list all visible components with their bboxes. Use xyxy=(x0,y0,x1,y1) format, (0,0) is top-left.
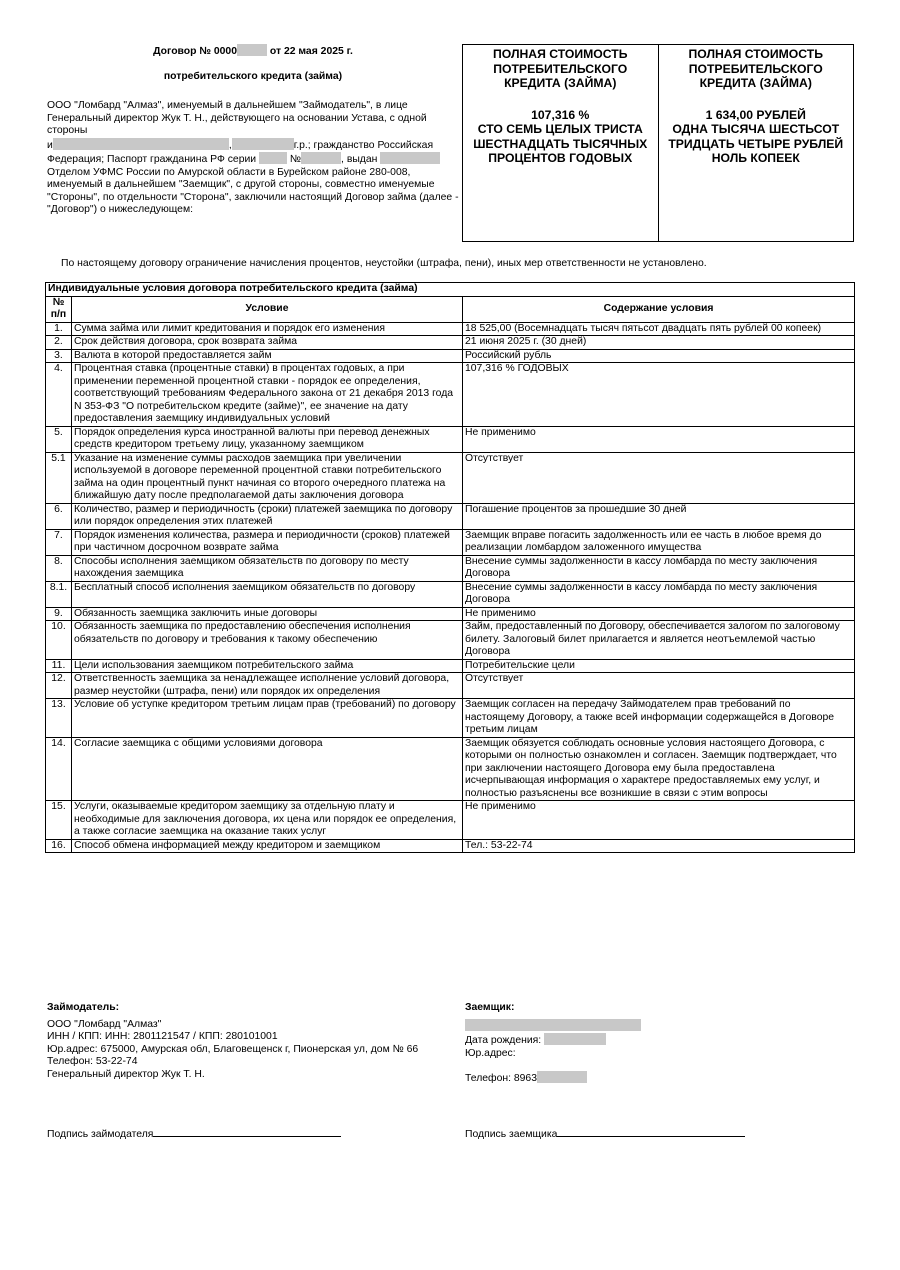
table-row xyxy=(46,801,855,840)
table-row xyxy=(46,839,855,853)
row-condition: Сумма займа или лимит кредитования и порядок его изменения xyxy=(72,322,463,336)
cost-box-amount xyxy=(658,45,854,241)
borrower-phone-line xyxy=(465,1071,855,1086)
credit-cost-boxes xyxy=(462,44,854,242)
cost-box-percent xyxy=(463,45,658,241)
preamble-rest: Отделом УФМС России по Амурской области в Бурейском районе 280-008, именуемый в дальнейшем "Заемщик", с другой стороны, совместно именуемые "Стороны", по отдельности "Сторона", заключили настоящий Договор займа (далее - "Договор") о нижеследующем: xyxy=(47,166,459,215)
row-content: Заемщик вправе погасить задолженность или ее часть в любое время до реализации ломбардом заложенного имущества xyxy=(463,529,855,555)
table-row xyxy=(46,607,855,621)
row-number: 15. xyxy=(46,801,72,840)
lender-name: ООО "Ломбард "Алмаз" xyxy=(47,1018,162,1030)
table-row xyxy=(46,452,855,503)
cost-box-words: ОДНА ТЫСЯЧА ШЕСТЬСОТ ТРИДЦАТЬ ЧЕТЫРЕ РУБЛЕЙ НОЛЬ КОПЕЕК xyxy=(668,122,844,165)
row-condition: Способы исполнения заемщиком обязательств по договору по месту нахождения заемщика xyxy=(72,555,463,581)
row-number: 1. xyxy=(46,322,72,336)
cost-box-title: ПОЛНАЯ СТОИМОСТЬ ПОТРЕБИТЕЛЬСКОГО КРЕДИТА (ЗАЙМА) xyxy=(688,47,823,90)
contract-subtitle: потребительского кредита (займа) xyxy=(163,70,343,82)
preamble xyxy=(47,100,459,217)
table-row xyxy=(46,581,855,607)
row-condition: Цели использования заемщиком потребительского займа xyxy=(72,659,463,673)
contract-header xyxy=(47,44,459,217)
borrower-name-line xyxy=(465,1019,855,1034)
column-header-condition: Условие xyxy=(72,296,463,322)
row-content: Отсутствует xyxy=(463,673,855,699)
lender-details xyxy=(47,1002,457,1081)
row-content: Не применимо xyxy=(463,607,855,621)
table-row xyxy=(46,555,855,581)
redacted-birth-date xyxy=(544,1033,606,1045)
row-condition: Бесплатный способ исполнения заемщиком обязательств по договору xyxy=(72,581,463,607)
row-content: Тел.: 53-22-74 xyxy=(463,839,855,853)
row-content: Погашение процентов за прошедшие 30 дней xyxy=(463,503,855,529)
table-row xyxy=(46,503,855,529)
table-row xyxy=(46,529,855,555)
lender-address: Юр.адрес: 675000, Амурская обл, Благовещенск г, Пионерская ул, дом № 66 xyxy=(47,1043,419,1055)
conditions-body xyxy=(46,322,855,853)
row-content: Займ, предоставленный по Договору, обеспечивается залогом по залоговому билету. Залоговый билет прилагается и является неотъемлемой частью Договора xyxy=(463,621,855,660)
row-content: 107,316 % ГОДОВЫХ xyxy=(463,363,855,427)
row-condition: Условие об уступке кредитором третьим лицам прав (требований) по договору xyxy=(72,699,463,738)
lender-inn: ИНН / КПП: ИНН: 2801121547 / КПП: 280101001 xyxy=(47,1031,278,1042)
cost-box-value: 107,316 % xyxy=(531,107,590,122)
preamble-number-sign: № xyxy=(289,154,302,165)
table-row xyxy=(46,322,855,336)
preamble-issued: , выдан xyxy=(341,154,378,165)
row-number: 12. xyxy=(46,673,72,699)
row-condition: Услуги, оказываемые кредитором заемщику за отдельную плату и необходимые для заключения договора, их цена или порядок ее определения, а также согласие заемщика на оказание таких услуг xyxy=(72,801,463,840)
redacted-borrower-name xyxy=(53,138,229,150)
lender-sign-label: Подпись займодателя xyxy=(47,1129,154,1140)
row-content: Заемщик согласен на передачу Займодателем прав требований по настоящему Договору, а также всей информации содержащейся в Договоре третьим лицам xyxy=(463,699,855,738)
row-number: 2. xyxy=(46,336,72,350)
table-row xyxy=(46,363,855,427)
redacted-issue-date xyxy=(380,152,440,164)
row-condition: Обязанность заемщика по предоставлению обеспечения исполнения обязательств по договору и требования к такому обеспечению xyxy=(72,621,463,660)
lender-title: Займодатель: xyxy=(47,1002,120,1013)
table-row xyxy=(46,659,855,673)
redacted-passport-number xyxy=(301,152,341,164)
borrower-birth-line xyxy=(465,1033,855,1048)
row-condition: Обязанность заемщика заключить иные договоры xyxy=(72,607,463,621)
redacted-contract-number xyxy=(237,44,267,56)
row-condition: Количество, размер и периодичность (сроки) платежей заемщика по договору или порядок определения этих платежей xyxy=(72,503,463,529)
row-number: 7. xyxy=(46,529,72,555)
row-number: 3. xyxy=(46,349,72,363)
row-content: 21 июня 2025 г. (30 дней) xyxy=(463,336,855,350)
row-number: 11. xyxy=(46,659,72,673)
lender-signature-line xyxy=(47,1126,341,1142)
row-number: 8. xyxy=(46,555,72,581)
redacted-passport-series xyxy=(259,152,287,164)
row-number: 14. xyxy=(46,737,72,801)
row-content: Российский рубль xyxy=(463,349,855,363)
table-row xyxy=(46,426,855,452)
row-content: 18 525,00 (Восемнадцать тысяч пятьсот двадцать пять рублей 00 копеек) xyxy=(463,322,855,336)
row-number: 5. xyxy=(46,426,72,452)
row-number: 8.1. xyxy=(46,581,72,607)
title-suffix: от 22 мая 2025 г. xyxy=(269,46,353,57)
redacted-borrower-name xyxy=(465,1019,641,1031)
row-content: Потребительские цели xyxy=(463,659,855,673)
preamble-lender: ООО "Ломбард "Алмаз", именуемый в дальнейшем "Займодатель", в лице Генеральный директор Жук Т. Н., действующего на основании Устава, с одной стороны xyxy=(47,100,427,136)
cost-box-words: СТО СЕМЬ ЦЕЛЫХ ТРИСТА ШЕСТНАДЦАТЬ ТЫСЯЧНЫХ ПРОЦЕНТОВ ГОДОВЫХ xyxy=(473,122,648,165)
preamble-comma: , xyxy=(228,139,232,151)
row-condition: Срок действия договора, срок возврата займа xyxy=(72,336,463,350)
row-number: 16. xyxy=(46,839,72,853)
borrower-signature-line xyxy=(465,1126,745,1142)
row-content: Не применимо xyxy=(463,801,855,840)
cost-box-value: 1 634,00 РУБЛЕЙ xyxy=(705,107,806,122)
row-content: Внесение суммы задолженности в кассу ломбарда по месту заключения Договора xyxy=(463,555,855,581)
cost-box-title: ПОЛНАЯ СТОИМОСТЬ ПОТРЕБИТЕЛЬСКОГО КРЕДИТА (ЗАЙМА) xyxy=(493,47,628,90)
row-content: Не применимо xyxy=(463,426,855,452)
row-condition: Процентная ставка (процентные ставки) в процентах годовых, а при применении переменной процентной ставки - порядок ее определения, соответствующий требованиям Федерального закона от 21 декабря 2013 года N 353-ФЗ "О потребительском кредите (займе)", ее значение на дату предоставления заемщику индивидуальных условий xyxy=(72,363,463,427)
borrower-details xyxy=(465,1002,855,1086)
lender-signature-field[interactable] xyxy=(153,1126,341,1137)
column-header-content: Содержание условия xyxy=(463,296,855,322)
row-content: Заемщик обязуется соблюдать основные условия настоящего Договора, с которыми он полностью ознакомлен и согласен. Заемщик подтверждает, что при заключении настоящего Договора ему была предоставлена исчерпывающая информация о характере предоставляемых ему услуг, и полностью разъяснены все возникшие в связи с этим вопросы xyxy=(463,737,855,801)
row-condition: Согласие заемщика с общими условиями договора xyxy=(72,737,463,801)
borrower-phone-label: Телефон: 8963 xyxy=(465,1073,537,1084)
table-row xyxy=(46,699,855,738)
row-condition: Порядок изменения количества, размера и периодичности (сроков) платежей при частичном досрочном возврате займа xyxy=(72,529,463,555)
lender-phone: Телефон: 53-22-74 xyxy=(47,1056,138,1067)
liability-notice: По настоящему договору ограничение начисления процентов, неустойки (штрафа, пени), иных мер ответственности не установлено. xyxy=(61,258,707,269)
table-row xyxy=(46,336,855,350)
redacted-phone xyxy=(537,1071,587,1083)
row-condition: Способ обмена информацией между кредитором и заемщиком xyxy=(72,839,463,853)
table-caption: Индивидуальные условия договора потребительского кредита (займа) xyxy=(46,283,855,297)
borrower-address-label: Юр.адрес: xyxy=(465,1047,516,1059)
borrower-sign-label: Подпись заемщика xyxy=(465,1129,558,1140)
row-number: 10. xyxy=(46,621,72,660)
title-prefix: Договор № 0000 xyxy=(153,46,237,57)
table-row xyxy=(46,349,855,363)
row-number: 5.1 xyxy=(46,452,72,503)
table-row xyxy=(46,621,855,660)
row-number: 13. xyxy=(46,699,72,738)
row-number: 4. xyxy=(46,363,72,427)
preamble-and: и xyxy=(47,139,53,151)
borrower-birth-label: Дата рождения: xyxy=(465,1035,542,1046)
table-row xyxy=(46,673,855,699)
conditions-table xyxy=(45,282,855,853)
borrower-title: Заемщик: xyxy=(465,1002,515,1013)
row-condition: Порядок определения курса иностранной валюты при перевод денежных средств кредитором третьему лицу, указанному заемщиком xyxy=(72,426,463,452)
row-condition: Валюта в которой предоставляется займ xyxy=(72,349,463,363)
preamble-birth: г.р.; гражданство Российская Федерация; Паспорт гражданина РФ серии xyxy=(47,139,434,165)
contract-title xyxy=(47,44,459,59)
lender-director: Генеральный директор Жук Т. Н. xyxy=(47,1068,205,1080)
row-content: Внесение суммы задолженности в кассу ломбарда по месту заключения Договора xyxy=(463,581,855,607)
row-content: Отсутствует xyxy=(463,452,855,503)
row-condition: Ответственность заемщика за ненадлежащее исполнение условий договора, размер неустойки (штрафа, пени) или порядок их определения xyxy=(72,673,463,699)
row-number: 9. xyxy=(46,607,72,621)
row-condition: Указание на изменение суммы расходов заемщика при увеличении используемой в договоре переменной процентной ставки потребительского займа на один процентный пункт начиная со второго очередного платежа на ближайшую дату после предполагаемой даты заключения договора xyxy=(72,452,463,503)
borrower-signature-field[interactable] xyxy=(557,1126,745,1137)
redacted-birth-date xyxy=(232,138,294,150)
table-row xyxy=(46,737,855,801)
column-header-number: № п/п xyxy=(46,296,72,322)
row-number: 6. xyxy=(46,503,72,529)
